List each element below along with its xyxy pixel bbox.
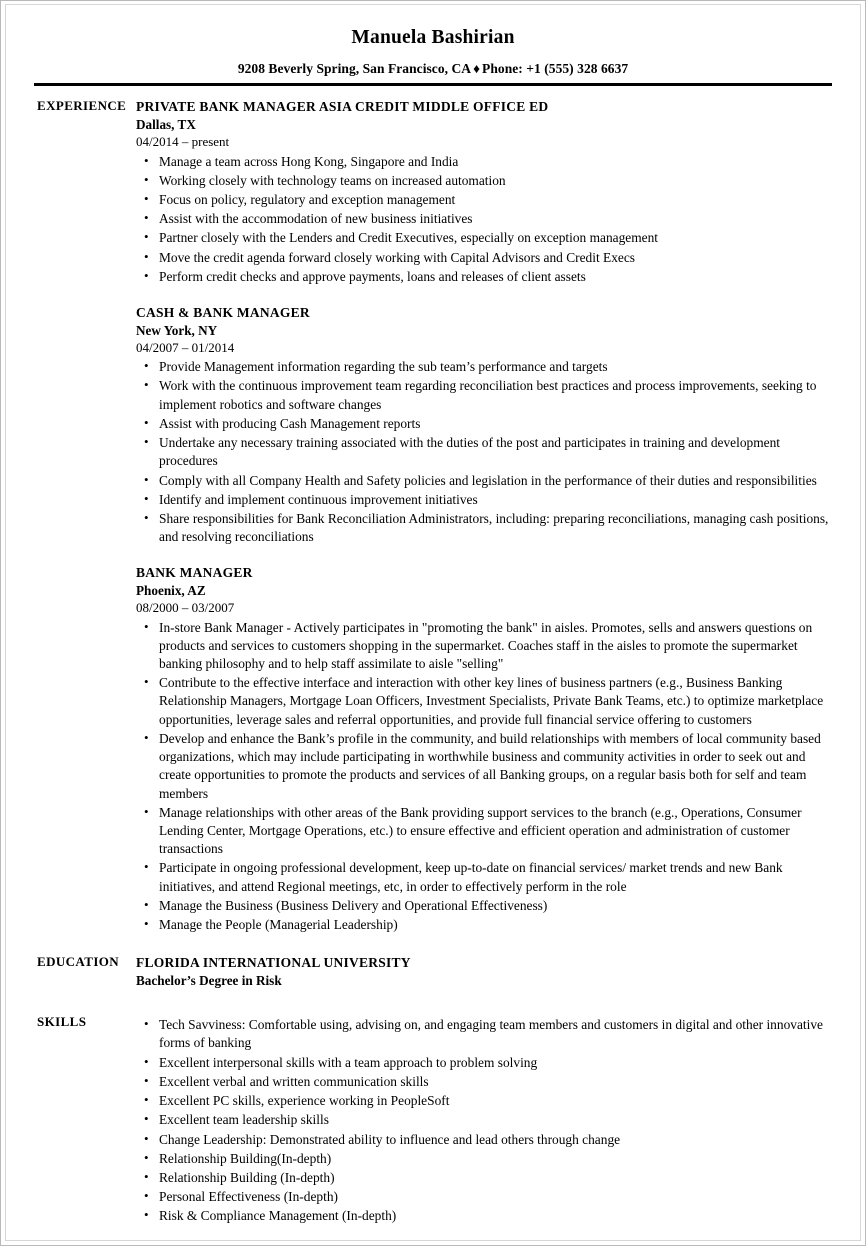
list-item: • Comply with all Company Health and Safety policies and legislation in the performance of their duties and responsibilities xyxy=(136,472,840,490)
experience-entry xyxy=(136,304,840,546)
list-item: • Contribute to the effective interface and interaction with other key lines of business partners (e.g., Business Banking Relationship Managers, Mortgage Loan Officers, Investment Specialists, Private Bank Teams, etc.) to optimize marketplace opportunities, leverage sales and referral opportunities, and provide full financial service offering to customers xyxy=(136,674,840,729)
job-title: PRIVATE BANK MANAGER ASIA CREDIT MIDDLE OFFICE ED xyxy=(136,99,549,115)
list-item: • Excellent PC skills, experience working in PeopleSoft xyxy=(136,1092,840,1110)
section-skills xyxy=(10,989,856,1225)
list-item: • Partner closely with the Lenders and Credit Executives, especially on exception management xyxy=(136,229,840,247)
list-item: • Relationship Building(In-depth) xyxy=(136,1150,840,1168)
job-bullet-list xyxy=(136,153,840,287)
contact-phone: Phone: +1 (555) 328 6637 xyxy=(482,61,629,77)
list-item: • Move the credit agenda forward closely working with Capital Advisors and Credit Execs xyxy=(136,249,840,267)
list-item: • Identify and implement continuous improvement initiatives xyxy=(136,491,840,509)
list-item: • Manage the People (Managerial Leadership) xyxy=(136,916,840,934)
job-title: BANK MANAGER xyxy=(136,565,253,581)
list-item: • Focus on policy, regulatory and exception management xyxy=(136,191,840,209)
school-name: FLORIDA INTERNATIONAL UNIVERSITY xyxy=(136,955,411,971)
list-item: • Manage relationships with other areas of the Bank providing support services to the branch (e.g., Operations, Consumer Lending Center, Mortgage Operations, etc.) to ensure effective and efficient operation and administration of customer transactions xyxy=(136,804,840,859)
section-label-skills: SKILLS xyxy=(37,1014,87,1030)
job-bullet-list xyxy=(136,619,840,935)
list-item: • Tech Savviness: Comfortable using, advising on, and engaging team members and customers in digital and other innovative forms of banking xyxy=(136,1016,840,1052)
skills-bullet-list xyxy=(136,1016,840,1225)
list-item: • Assist with producing Cash Management reports xyxy=(136,415,840,433)
list-item: • Working closely with technology teams on increased automation xyxy=(136,172,840,190)
job-location: Dallas, TX xyxy=(136,116,196,132)
list-item: • Assist with the accommodation of new business initiatives xyxy=(136,210,840,228)
list-item: • Work with the continuous improvement team regarding reconciliation best practices and process improvements, seeking to implement robotics and software changes xyxy=(136,377,840,413)
job-location: New York, NY xyxy=(136,322,218,338)
candidate-name: Manuela Bashirian xyxy=(351,27,515,48)
job-dates: 08/2000 – 03/2007 xyxy=(136,600,235,616)
skills-body xyxy=(136,1014,856,1225)
list-item: • Share responsibilities for Bank Reconciliation Administrators, including: preparing reconciliations, managing cash positions, and resolving reconciliations xyxy=(136,510,840,546)
list-item: • Develop and enhance the Bank’s profile in the community, and build relationships with members of local community based organizations, which may include participating in worthwhile business and community activities in order to seek out and create opportunities to promote the products and services of all Banking groups, on a regular basis both for self and team members xyxy=(136,730,840,803)
job-dates: 04/2014 – present xyxy=(136,134,230,150)
resume-header xyxy=(10,8,856,86)
list-item: • Excellent team leadership skills xyxy=(136,1111,840,1129)
list-item: • Provide Management information regarding the sub team’s performance and targets xyxy=(136,358,840,376)
degree-name: Bachelor’s Degree in Risk xyxy=(136,972,282,988)
job-location: Phoenix, AZ xyxy=(136,582,206,598)
list-item: • Change Leadership: Demonstrated ability to influence and lead others through change xyxy=(136,1131,840,1149)
list-item: • Excellent verbal and written communication skills xyxy=(136,1073,840,1091)
job-dates: 04/2007 – 01/2014 xyxy=(136,340,235,356)
job-title: CASH & BANK MANAGER xyxy=(136,305,310,321)
section-experience xyxy=(10,86,856,934)
list-item: • Manage a team across Hong Kong, Singapore and India xyxy=(136,153,840,171)
list-item: • Excellent interpersonal skills with a team approach to problem solving xyxy=(136,1054,840,1072)
list-item: • Participate in ongoing professional development, keep up-to-date on financial services/ market trends and new Bank initiatives, and attend Regional meetings, etc, in order to effectively perform in the role xyxy=(136,859,840,895)
list-item: • In-store Bank Manager - Actively participates in "promoting the bank" in aisles. Promotes, sells and answers questions on products and services to customers shopping in the supermarket. Coaches staff in the aisles to promote the supermarket banking philosophy and to help staff assimilate to aisle "selling" xyxy=(136,619,840,674)
section-label-experience: EXPERIENCE xyxy=(37,98,127,114)
contact-address: 9208 Beverly Spring, San Francisco, CA xyxy=(237,61,472,77)
section-education xyxy=(10,934,856,989)
experience-entry xyxy=(136,564,840,934)
contact-line xyxy=(10,48,856,77)
list-item: • Risk & Compliance Management (In-depth) xyxy=(136,1207,840,1225)
job-bullet-list xyxy=(136,358,840,546)
list-item: • Undertake any necessary training associated with the duties of the post and participates in training and development procedures xyxy=(136,434,840,470)
diamond-separator-icon: ♦ xyxy=(473,61,481,77)
experience-entry xyxy=(136,98,840,286)
list-item: • Manage the Business (Business Delivery and Operational Effectiveness) xyxy=(136,897,840,915)
list-item: • Relationship Building (In-depth) xyxy=(136,1169,840,1187)
experience-body xyxy=(136,98,856,934)
list-item: • Perform credit checks and approve payments, loans and releases of client assets xyxy=(136,268,840,286)
section-label-education: EDUCATION xyxy=(37,954,120,970)
resume-sheet xyxy=(10,8,856,1236)
education-body xyxy=(136,954,856,989)
list-item: • Personal Effectiveness (In-depth) xyxy=(136,1188,840,1206)
resume-content xyxy=(10,86,856,1225)
